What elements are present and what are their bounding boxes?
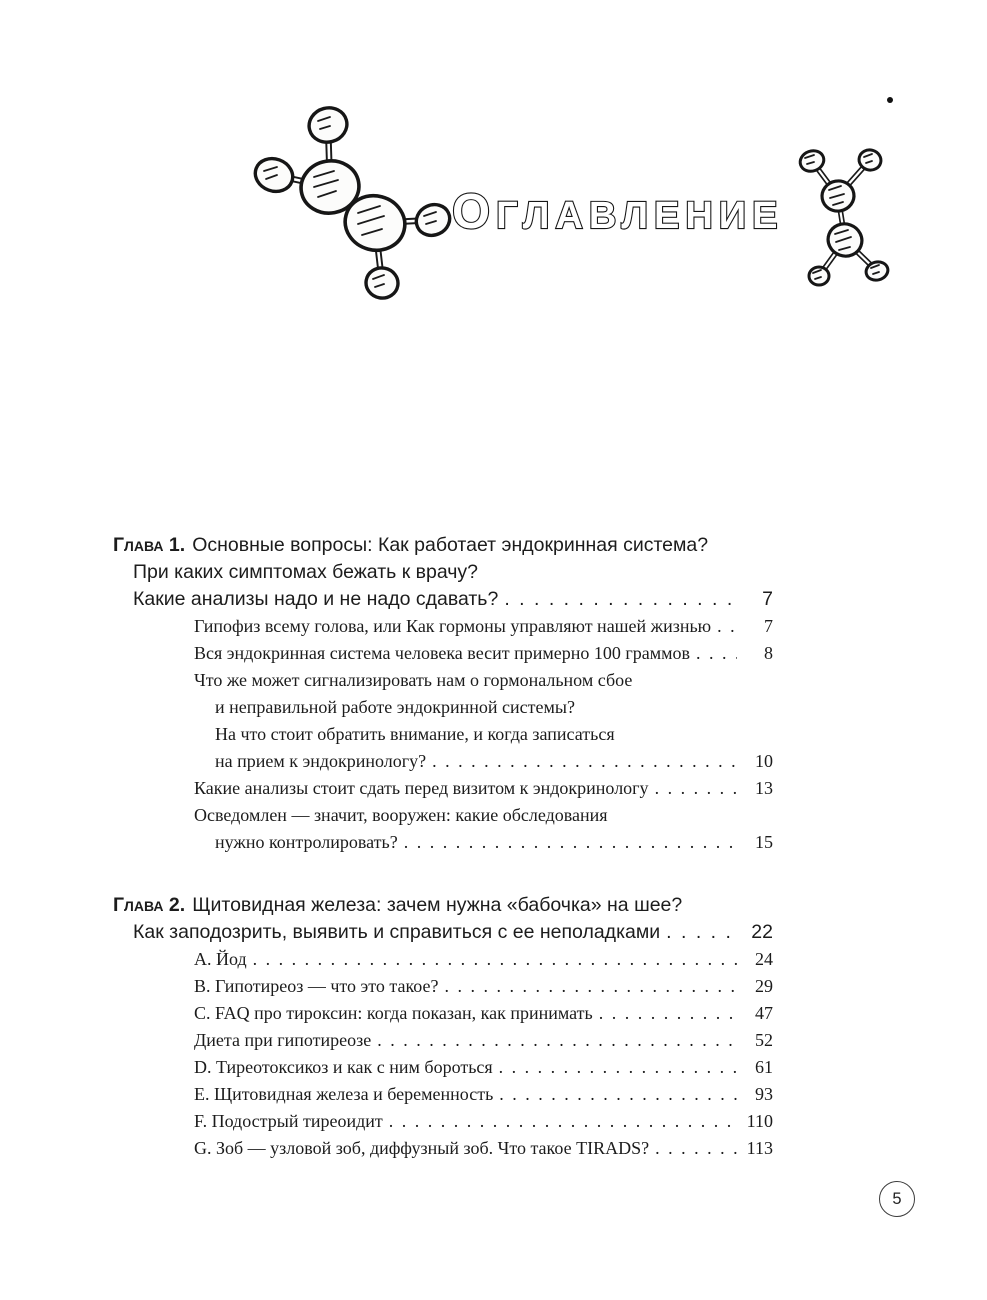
toc-entry-text: D. Тиреотоксикоз и как с ним бороться: [194, 1057, 493, 1077]
dot-leader: [432, 748, 737, 775]
toc-entry-page: 52: [755, 1030, 773, 1050]
dot-leader: [696, 640, 737, 667]
toc-entry-page: 22: [751, 921, 773, 943]
toc-entry-page: 110: [746, 1111, 773, 1131]
chapter-heading: [113, 892, 773, 919]
toc-entry-text: На что стоит обратить внимание, и когда записаться: [215, 724, 615, 744]
dot-leader: [389, 1108, 737, 1135]
dot-leader: [655, 1135, 737, 1162]
toc-entry: [113, 1108, 773, 1135]
molecule-right-icon: [783, 133, 908, 308]
page-number-badge: 5: [879, 1181, 915, 1217]
toc-entry-page: 7: [762, 588, 773, 610]
toc-entry-text: G. Зоб — узловой зоб, диффузный зоб. Что такое TIRADS?: [194, 1138, 650, 1158]
toc-entry-continuation: [113, 748, 773, 775]
toc-entry-page: 8: [764, 643, 773, 663]
toc-entry-text: C. FAQ про тироксин: когда показан, как принимать: [194, 1003, 593, 1023]
corner-dot: [887, 97, 893, 103]
dot-leader: [504, 586, 737, 613]
toc-entry: [113, 559, 773, 586]
toc-entry: [113, 775, 773, 802]
toc-entry-text: При каких симптомах бежать к врачу?: [133, 561, 479, 583]
dot-leader: [599, 1000, 737, 1027]
chapter-heading: [113, 532, 773, 559]
dot-leader: [404, 829, 737, 856]
toc-entry-text: Осведомлен — значит, вооружен: какие обследования: [194, 805, 608, 825]
toc-entry-continuation: [113, 829, 773, 856]
toc-entry-text: и неправильной работе эндокринной системы?: [215, 697, 575, 717]
dot-leader: [253, 946, 737, 973]
toc-entry-page: 15: [755, 832, 773, 852]
toc-entry: [113, 1135, 773, 1162]
toc-entry-page: 47: [755, 1003, 773, 1023]
toc-entry-page: 13: [755, 778, 773, 798]
toc-entry-page: 24: [755, 949, 773, 969]
toc-entry-page: 61: [755, 1057, 773, 1077]
toc-entry-page: 10: [755, 751, 773, 771]
chapter-2: [113, 892, 773, 1162]
toc-entry-text: Что же может сигнализировать нам о гормональном сбое: [194, 670, 633, 690]
toc-entry-page: 93: [755, 1084, 773, 1104]
toc-entry-page: 113: [746, 1138, 773, 1158]
toc-entry: [113, 613, 773, 640]
toc-entry-text: Вся эндокринная система человека весит примерно 100 граммов: [194, 643, 691, 663]
molecule-left-icon: [232, 95, 487, 315]
chapter-1: [113, 532, 773, 856]
toc-entry-continuation: [113, 694, 773, 721]
toc-entry-text: F. Подострый тиреоидит: [194, 1111, 383, 1131]
dot-leader: [499, 1081, 737, 1108]
toc-entry-page: 7: [764, 616, 773, 636]
chapter-label: Глава 2.: [113, 894, 186, 916]
dot-leader: [655, 775, 737, 802]
dot-leader: [717, 613, 737, 640]
toc-entry: [113, 946, 773, 973]
toc-entry: [113, 919, 773, 946]
dot-leader: [445, 973, 738, 1000]
toc-entry: [113, 640, 773, 667]
toc-entry-text: Гипофиз всему голова, или Как гормоны управляют нашей жизнью: [194, 616, 712, 636]
toc-entry: [113, 1081, 773, 1108]
toc-entry-page: 29: [755, 976, 773, 996]
toc-entry: [113, 1027, 773, 1054]
toc-entry: [113, 1000, 773, 1027]
dot-leader: [377, 1027, 737, 1054]
toc-entry: [113, 667, 773, 694]
dot-leader: [499, 1054, 737, 1081]
toc-entry-text: нужно контролировать?: [215, 832, 398, 852]
chapter-title: Основные вопросы: Как работает эндокринная система?: [192, 534, 709, 556]
toc-entry-text: на прием к эндокринологу?: [215, 751, 427, 771]
toc-entry: [113, 973, 773, 1000]
toc-entry-text: B. Гипотиреоз — что это такое?: [194, 976, 439, 996]
dot-leader: [666, 919, 737, 946]
toc-entry-text: Как заподозрить, выявить и справиться с ее неполадками: [133, 921, 661, 943]
toc-entry-text: A. Йод: [194, 949, 247, 969]
toc-entry: [113, 1054, 773, 1081]
table-of-contents: [113, 532, 773, 1162]
toc-entry-text: E. Щитовидная железа и беременность: [194, 1084, 494, 1104]
page-title: ОГЛАВЛЕНИЕ: [452, 185, 784, 239]
toc-entry: [113, 802, 773, 829]
chapter-title: Щитовидная железа: зачем нужна «бабочка» на шее?: [192, 894, 683, 916]
toc-entry-text: Диета при гипотиреозе: [194, 1030, 372, 1050]
toc-entry-text: Какие анализы надо и не надо сдавать?: [133, 588, 499, 610]
chapter-label: Глава 1.: [113, 534, 186, 556]
toc-entry: [113, 586, 773, 613]
toc-entry-text: Какие анализы стоит сдать перед визитом к эндокринологу: [194, 778, 649, 798]
toc-entry-continuation: [113, 721, 773, 748]
